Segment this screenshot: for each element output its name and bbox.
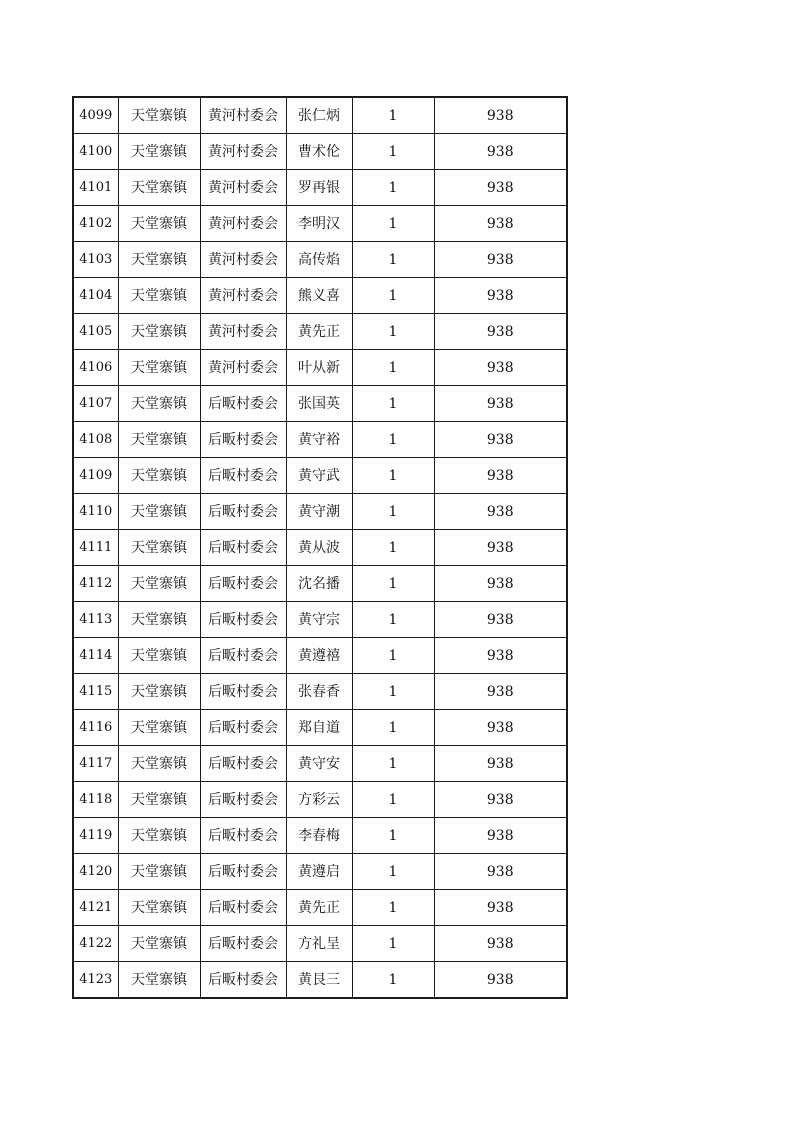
table-row — [73, 782, 567, 818]
cell-id: 4099 — [73, 97, 118, 134]
cell-amount: 938 — [434, 170, 567, 206]
cell-village: 后畈村委会 — [200, 530, 286, 566]
table-row — [73, 386, 567, 422]
cell-town: 天堂寨镇 — [118, 566, 200, 602]
table-row — [73, 350, 567, 386]
cell-amount: 938 — [434, 530, 567, 566]
table-row — [73, 278, 567, 314]
cell-count: 1 — [352, 278, 434, 314]
table-row — [73, 926, 567, 962]
cell-count: 1 — [352, 926, 434, 962]
cell-id: 4103 — [73, 242, 118, 278]
cell-town: 天堂寨镇 — [118, 926, 200, 962]
table-row — [73, 746, 567, 782]
cell-count: 1 — [352, 890, 434, 926]
cell-amount: 938 — [434, 926, 567, 962]
cell-id: 4120 — [73, 854, 118, 890]
cell-count: 1 — [352, 494, 434, 530]
cell-count: 1 — [352, 206, 434, 242]
cell-count: 1 — [352, 386, 434, 422]
table-row — [73, 890, 567, 926]
cell-town: 天堂寨镇 — [118, 890, 200, 926]
cell-id: 4119 — [73, 818, 118, 854]
cell-town: 天堂寨镇 — [118, 97, 200, 134]
cell-id: 4116 — [73, 710, 118, 746]
cell-id: 4115 — [73, 674, 118, 710]
table-row — [73, 97, 567, 134]
table-row — [73, 494, 567, 530]
cell-village: 黄河村委会 — [200, 278, 286, 314]
cell-name: 李春梅 — [286, 818, 352, 854]
cell-id: 4114 — [73, 638, 118, 674]
cell-count: 1 — [352, 566, 434, 602]
cell-name: 张国英 — [286, 386, 352, 422]
cell-town: 天堂寨镇 — [118, 530, 200, 566]
cell-id: 4112 — [73, 566, 118, 602]
cell-id: 4121 — [73, 890, 118, 926]
cell-village: 黄河村委会 — [200, 97, 286, 134]
cell-village: 后畈村委会 — [200, 890, 286, 926]
table-row — [73, 602, 567, 638]
cell-name: 郑自道 — [286, 710, 352, 746]
cell-name: 张春香 — [286, 674, 352, 710]
cell-name: 黄守宗 — [286, 602, 352, 638]
cell-amount: 938 — [434, 782, 567, 818]
cell-id: 4110 — [73, 494, 118, 530]
cell-amount: 938 — [434, 386, 567, 422]
cell-village: 黄河村委会 — [200, 206, 286, 242]
table-row — [73, 134, 567, 170]
cell-town: 天堂寨镇 — [118, 674, 200, 710]
cell-name: 黄守安 — [286, 746, 352, 782]
cell-count: 1 — [352, 674, 434, 710]
cell-amount: 938 — [434, 314, 567, 350]
cell-name: 罗再银 — [286, 170, 352, 206]
cell-amount: 938 — [434, 890, 567, 926]
cell-count: 1 — [352, 170, 434, 206]
cell-id: 4117 — [73, 746, 118, 782]
cell-village: 后畈村委会 — [200, 566, 286, 602]
cell-village: 后畈村委会 — [200, 782, 286, 818]
cell-village: 后畈村委会 — [200, 710, 286, 746]
cell-name: 方彩云 — [286, 782, 352, 818]
cell-id: 4123 — [73, 962, 118, 999]
table-row — [73, 962, 567, 999]
cell-amount: 938 — [434, 566, 567, 602]
cell-id: 4111 — [73, 530, 118, 566]
cell-name: 熊义喜 — [286, 278, 352, 314]
cell-name: 黄先正 — [286, 314, 352, 350]
cell-town: 天堂寨镇 — [118, 962, 200, 999]
cell-amount: 938 — [434, 97, 567, 134]
cell-town: 天堂寨镇 — [118, 206, 200, 242]
cell-name: 曹术伦 — [286, 134, 352, 170]
cell-amount: 938 — [434, 278, 567, 314]
cell-village: 后畈村委会 — [200, 962, 286, 999]
cell-amount: 938 — [434, 638, 567, 674]
cell-id: 4122 — [73, 926, 118, 962]
cell-amount: 938 — [434, 494, 567, 530]
table-row — [73, 242, 567, 278]
cell-amount: 938 — [434, 746, 567, 782]
cell-town: 天堂寨镇 — [118, 602, 200, 638]
cell-count: 1 — [352, 458, 434, 494]
table-row — [73, 710, 567, 746]
cell-town: 天堂寨镇 — [118, 638, 200, 674]
cell-town: 天堂寨镇 — [118, 314, 200, 350]
cell-name: 黄遵禧 — [286, 638, 352, 674]
table-row — [73, 854, 567, 890]
cell-count: 1 — [352, 962, 434, 999]
cell-count: 1 — [352, 97, 434, 134]
cell-name: 张仁炳 — [286, 97, 352, 134]
cell-name: 黄从波 — [286, 530, 352, 566]
cell-id: 4107 — [73, 386, 118, 422]
cell-amount: 938 — [434, 674, 567, 710]
cell-count: 1 — [352, 422, 434, 458]
cell-town: 天堂寨镇 — [118, 278, 200, 314]
cell-town: 天堂寨镇 — [118, 242, 200, 278]
cell-amount: 938 — [434, 134, 567, 170]
table-row — [73, 818, 567, 854]
cell-id: 4104 — [73, 278, 118, 314]
cell-id: 4106 — [73, 350, 118, 386]
cell-amount: 938 — [434, 818, 567, 854]
cell-count: 1 — [352, 746, 434, 782]
cell-amount: 938 — [434, 206, 567, 242]
cell-town: 天堂寨镇 — [118, 854, 200, 890]
cell-count: 1 — [352, 602, 434, 638]
cell-id: 4118 — [73, 782, 118, 818]
table-row — [73, 206, 567, 242]
cell-id: 4105 — [73, 314, 118, 350]
cell-count: 1 — [352, 854, 434, 890]
cell-village: 黄河村委会 — [200, 134, 286, 170]
cell-name: 李明汉 — [286, 206, 352, 242]
cell-town: 天堂寨镇 — [118, 746, 200, 782]
records-table-body — [73, 97, 567, 998]
cell-village: 后畈村委会 — [200, 674, 286, 710]
cell-village: 后畈村委会 — [200, 494, 286, 530]
cell-count: 1 — [352, 782, 434, 818]
cell-amount: 938 — [434, 962, 567, 999]
records-table — [72, 96, 568, 999]
cell-village: 黄河村委会 — [200, 242, 286, 278]
cell-amount: 938 — [434, 422, 567, 458]
cell-village: 后畈村委会 — [200, 926, 286, 962]
cell-town: 天堂寨镇 — [118, 170, 200, 206]
cell-village: 后畈村委会 — [200, 386, 286, 422]
cell-name: 黄遵启 — [286, 854, 352, 890]
cell-village: 后畈村委会 — [200, 854, 286, 890]
table-row — [73, 638, 567, 674]
table-row — [73, 422, 567, 458]
cell-amount: 938 — [434, 350, 567, 386]
cell-amount: 938 — [434, 854, 567, 890]
table-row — [73, 314, 567, 350]
cell-amount: 938 — [434, 602, 567, 638]
cell-town: 天堂寨镇 — [118, 818, 200, 854]
cell-village: 黄河村委会 — [200, 314, 286, 350]
table-row — [73, 566, 567, 602]
cell-name: 方礼呈 — [286, 926, 352, 962]
cell-name: 叶从新 — [286, 350, 352, 386]
cell-town: 天堂寨镇 — [118, 422, 200, 458]
cell-village: 后畈村委会 — [200, 422, 286, 458]
cell-count: 1 — [352, 530, 434, 566]
cell-count: 1 — [352, 314, 434, 350]
cell-town: 天堂寨镇 — [118, 782, 200, 818]
cell-count: 1 — [352, 350, 434, 386]
cell-name: 黄守潮 — [286, 494, 352, 530]
cell-town: 天堂寨镇 — [118, 134, 200, 170]
cell-count: 1 — [352, 134, 434, 170]
cell-name: 黄守武 — [286, 458, 352, 494]
cell-id: 4100 — [73, 134, 118, 170]
cell-town: 天堂寨镇 — [118, 710, 200, 746]
cell-name: 沈名播 — [286, 566, 352, 602]
cell-id: 4101 — [73, 170, 118, 206]
table-row — [73, 674, 567, 710]
cell-name: 黄先正 — [286, 890, 352, 926]
cell-town: 天堂寨镇 — [118, 458, 200, 494]
cell-village: 后畈村委会 — [200, 638, 286, 674]
cell-town: 天堂寨镇 — [118, 494, 200, 530]
table-row — [73, 530, 567, 566]
cell-name: 高传焰 — [286, 242, 352, 278]
cell-count: 1 — [352, 242, 434, 278]
cell-town: 天堂寨镇 — [118, 350, 200, 386]
cell-count: 1 — [352, 638, 434, 674]
table-row — [73, 170, 567, 206]
cell-name: 黄艮三 — [286, 962, 352, 999]
cell-amount: 938 — [434, 458, 567, 494]
cell-count: 1 — [352, 818, 434, 854]
table-row — [73, 458, 567, 494]
cell-id: 4102 — [73, 206, 118, 242]
cell-count: 1 — [352, 710, 434, 746]
cell-village: 后畈村委会 — [200, 818, 286, 854]
cell-village: 后畈村委会 — [200, 458, 286, 494]
cell-village: 黄河村委会 — [200, 350, 286, 386]
cell-name: 黄守裕 — [286, 422, 352, 458]
cell-id: 4108 — [73, 422, 118, 458]
cell-town: 天堂寨镇 — [118, 386, 200, 422]
cell-id: 4109 — [73, 458, 118, 494]
cell-village: 黄河村委会 — [200, 170, 286, 206]
cell-amount: 938 — [434, 710, 567, 746]
cell-village: 后畈村委会 — [200, 602, 286, 638]
cell-village: 后畈村委会 — [200, 746, 286, 782]
cell-amount: 938 — [434, 242, 567, 278]
cell-id: 4113 — [73, 602, 118, 638]
